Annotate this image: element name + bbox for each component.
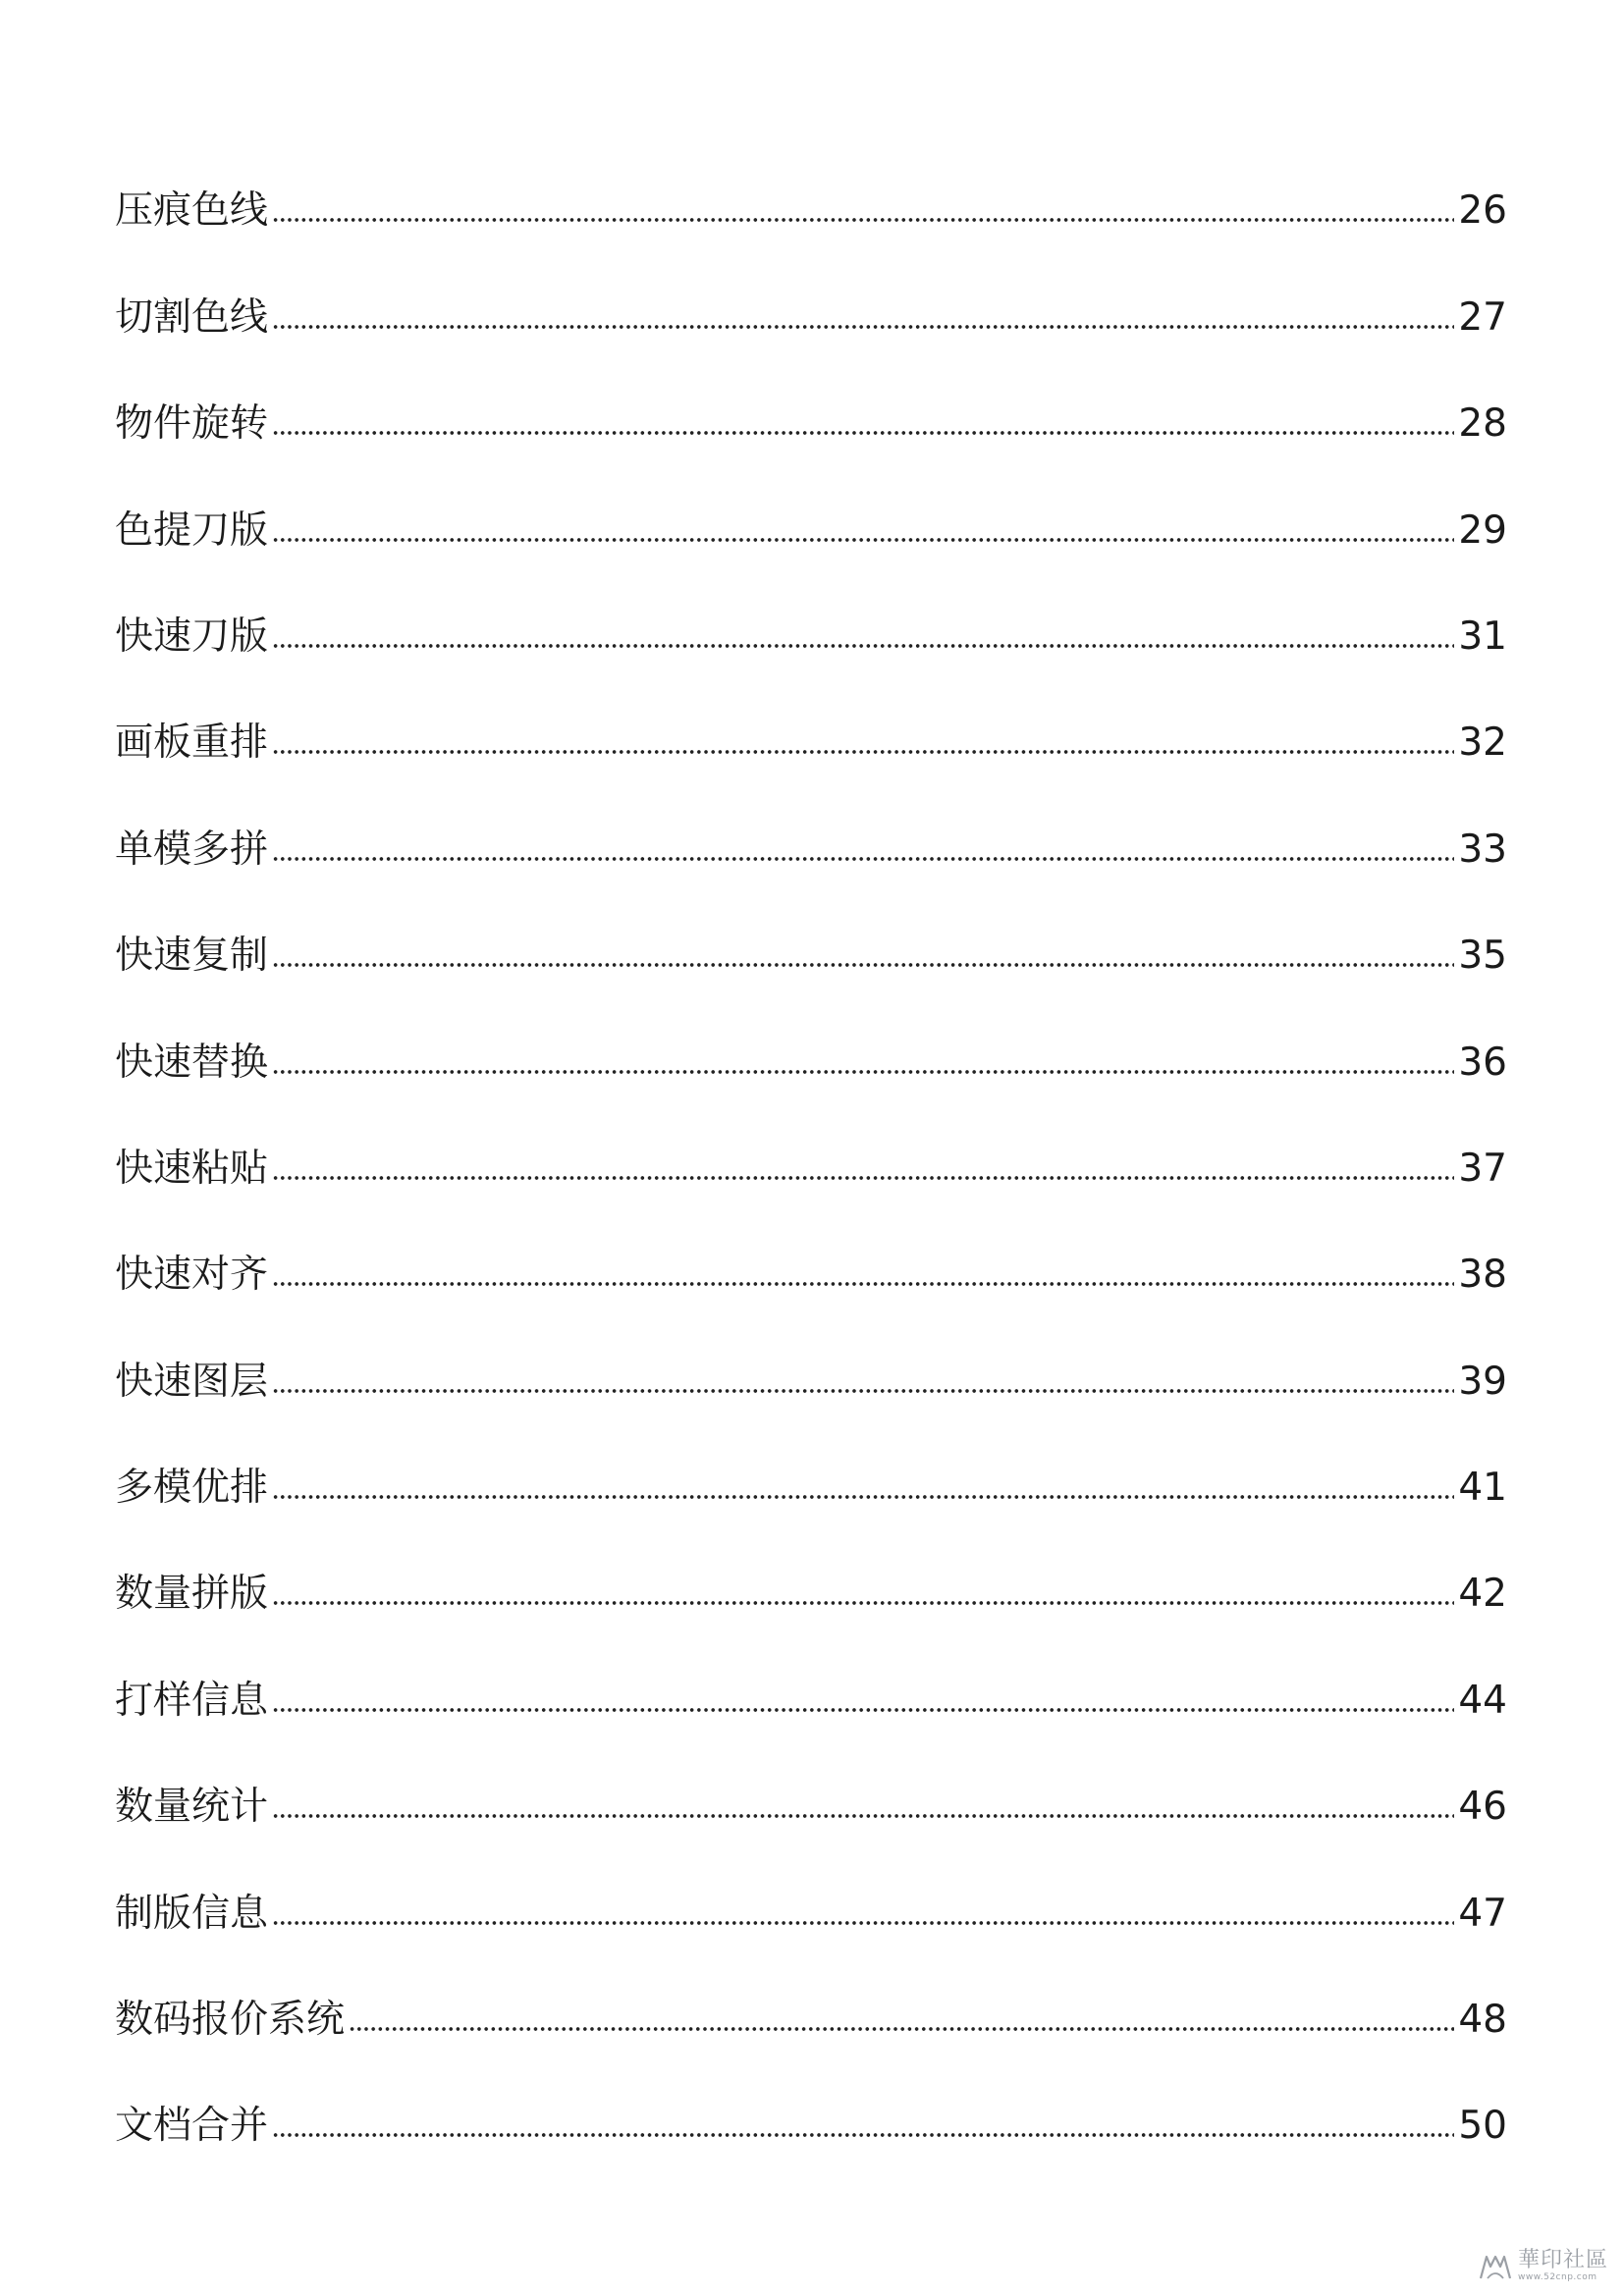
toc-entry-label: 单模多拼 [115, 827, 269, 872]
toc-entry-label: 色提刀版 [115, 507, 269, 553]
toc-page-number: 33 [1458, 827, 1507, 872]
toc-page-number: 41 [1458, 1466, 1507, 1511]
toc-entry-label: 制版信息 [115, 1891, 269, 1936]
toc-entry[interactable] [115, 550, 1507, 659]
toc-entry-label: 数量拼版 [115, 1572, 269, 1617]
toc-entry[interactable] [115, 1826, 1507, 1936]
toc-entry-label: 数码报价系统 [115, 1998, 346, 2043]
toc-page-number: 42 [1458, 1572, 1507, 1617]
watermark-title: 華印社區 [1517, 2248, 1608, 2272]
table-of-contents [115, 124, 1507, 2149]
toc-entry[interactable] [115, 230, 1507, 340]
toc-dot-leader [272, 2132, 1454, 2138]
toc-dot-leader [272, 1388, 1454, 1394]
toc-page-number: 35 [1458, 934, 1507, 979]
toc-entry-label: 快速刀版 [115, 614, 269, 659]
toc-entry[interactable] [115, 1720, 1507, 1830]
toc-entry-label: 快速对齐 [115, 1253, 269, 1298]
toc-entry[interactable] [115, 2039, 1507, 2149]
toc-dot-leader [272, 217, 1454, 223]
toc-entry[interactable] [115, 1401, 1507, 1511]
toc-dot-leader [272, 962, 1454, 968]
toc-entry-label: 数量统计 [115, 1785, 269, 1830]
toc-dot-leader [272, 430, 1454, 436]
toc-dot-leader [272, 643, 1454, 649]
toc-entry[interactable] [115, 443, 1507, 553]
toc-entry[interactable] [115, 1188, 1507, 1298]
toc-entry[interactable] [115, 1507, 1507, 1617]
toc-entry-label: 快速图层 [115, 1359, 269, 1404]
toc-entry[interactable] [115, 656, 1507, 766]
toc-entry[interactable] [115, 762, 1507, 872]
toc-dot-leader [272, 1920, 1454, 1926]
toc-page-number: 31 [1458, 614, 1507, 659]
watermark-url: www.52cnp.com [1517, 2272, 1597, 2282]
toc-page-number: 46 [1458, 1785, 1507, 1830]
toc-page-number: 44 [1458, 1678, 1507, 1723]
toc-entry-label: 打样信息 [115, 1678, 269, 1723]
toc-entry-label: 快速替换 [115, 1040, 269, 1085]
toc-entry[interactable] [115, 1933, 1507, 2043]
toc-page-number: 29 [1458, 507, 1507, 553]
toc-dot-leader [272, 324, 1454, 330]
toc-dot-leader [272, 1494, 1454, 1500]
toc-dot-leader [272, 1175, 1454, 1181]
toc-entry-label: 物件旋转 [115, 401, 269, 447]
toc-page-number: 39 [1458, 1359, 1507, 1404]
toc-entry-label: 多模优排 [115, 1466, 269, 1511]
toc-entry[interactable] [115, 1294, 1507, 1404]
toc-entry[interactable] [115, 124, 1507, 234]
toc-entry-label: 切割色线 [115, 294, 269, 340]
toc-entry[interactable] [115, 869, 1507, 979]
toc-dot-leader [272, 1707, 1454, 1713]
toc-dot-leader [349, 2026, 1454, 2032]
site-watermark [1479, 2250, 1608, 2282]
watermark-text [1518, 2250, 1608, 2282]
toc-entry[interactable] [115, 1082, 1507, 1191]
toc-dot-leader [272, 1069, 1454, 1075]
toc-dot-leader [272, 749, 1454, 755]
toc-page-number: 36 [1458, 1040, 1507, 1085]
toc-page-number: 28 [1458, 401, 1507, 447]
toc-dot-leader [272, 856, 1454, 862]
toc-entry-label: 压痕色线 [115, 188, 269, 234]
toc-dot-leader [272, 1281, 1454, 1287]
toc-page-number: 50 [1458, 2104, 1507, 2149]
toc-entry-label: 快速粘贴 [115, 1146, 269, 1191]
toc-entry[interactable] [115, 1613, 1507, 1723]
toc-page-number: 27 [1458, 294, 1507, 340]
toc-entry-label: 文档合并 [115, 2104, 269, 2149]
toc-page-number: 38 [1458, 1253, 1507, 1298]
52cnp-logo-icon [1479, 2253, 1512, 2280]
toc-entry[interactable] [115, 975, 1507, 1085]
toc-page-number: 26 [1458, 188, 1507, 234]
toc-dot-leader [272, 1813, 1454, 1819]
toc-dot-leader [272, 1600, 1454, 1606]
toc-page-number: 32 [1458, 721, 1507, 766]
toc-entry-label: 快速复制 [115, 934, 269, 979]
toc-page-number: 48 [1458, 1998, 1507, 2043]
toc-page-number: 37 [1458, 1146, 1507, 1191]
toc-page-number: 47 [1458, 1891, 1507, 1936]
toc-entry-label: 画板重排 [115, 721, 269, 766]
toc-entry[interactable] [115, 337, 1507, 447]
toc-dot-leader [272, 537, 1454, 543]
